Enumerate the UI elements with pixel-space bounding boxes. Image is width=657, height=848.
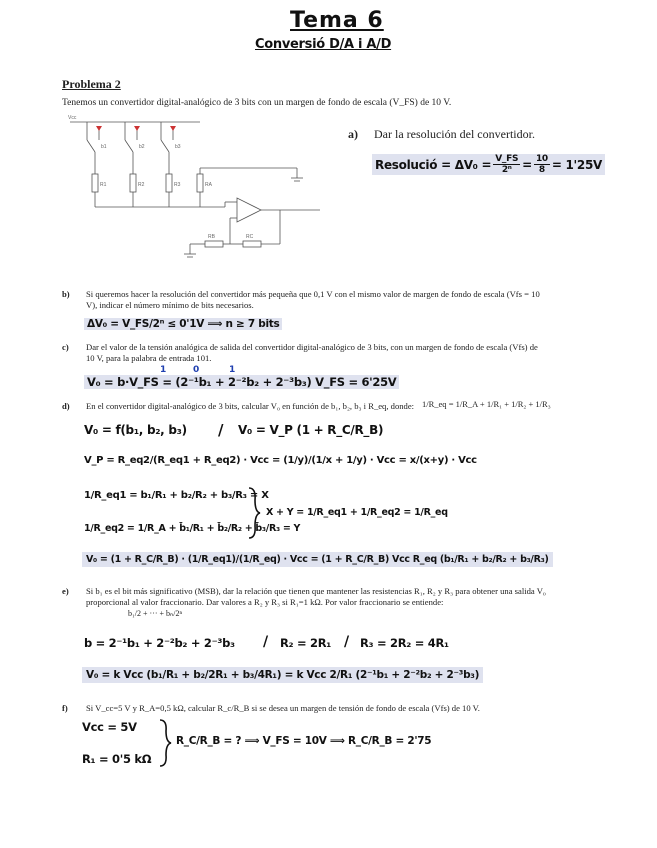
part-a-fraction-den: 2ⁿ [501, 165, 512, 175]
part-f-question: Si V_cc=5 V y R_A=0,5 kΩ, calcular R_c/R_B si se desea un margen de tensión de fondo de escala (Vfs) de 10 V. [86, 703, 480, 713]
part-c-answer: V₀ = b·V_FS = (2⁻¹b₁ + 2⁻²b₂ + 2⁻³b₃) V_FS = 6'25V [84, 375, 399, 389]
dac-circuit-diagram [65, 112, 340, 270]
part-b-answer: ΔV₀ = V_FS/2ⁿ ≤ 0'1V ⟹ n ≥ 7 bits [84, 318, 282, 330]
part-d-label: d) [62, 401, 70, 411]
part-e-r2: R₂ = 2R₁ [280, 636, 332, 650]
circuit-r1-label: R1 [100, 182, 107, 188]
part-a-fraction [493, 154, 520, 175]
part-f-brace [158, 718, 172, 768]
part-a-label: a) [348, 127, 358, 141]
part-d-line2: V_P = R_eq2/(R_eq1 + R_eq2) · Vcc = (1/y)/(1/x + 1/y) · Vcc = x/(x+y) · Vcc [84, 455, 477, 466]
document-title: Tema 6 [290, 8, 384, 33]
part-f-label: f) [62, 703, 68, 713]
circuit-ra-label: RA [205, 182, 212, 188]
part-a-fraction-num: V_FS [495, 154, 519, 164]
part-a-answer-eq: = [522, 157, 532, 172]
circuit-r3-label: R3 [174, 182, 181, 188]
circuit-switch-3-label: b3 [175, 144, 181, 150]
part-e-line2: V₀ = k Vcc (b₁/R₁ + b₂/2R₁ + b₃/4R₁) = k Vcc 2/R₁ (2⁻¹b₁ + 2⁻²b₂ + 2⁻³b₃) [82, 667, 483, 683]
part-c-mark-3: 1 [229, 365, 235, 375]
circuit-switch-1-label: b1 [101, 144, 107, 150]
problem-intro: Tenemos un convertidor digital-analógico de 3 bits con un margen de fondo de escala (V_FS) de 10 V. [62, 98, 452, 108]
document-subtitle: Conversió D/A i A/D [255, 37, 392, 52]
part-d-line4: 1/R_eq2 = 1/R_A + b̄₁/R₁ + b̄₂/R₂ + b̄₃/R₃ = Y [84, 523, 301, 534]
part-d-line1-left: V₀ = f(b₁, b₂, b₃) [84, 423, 187, 437]
part-a-fraction-2-num: 10 [535, 154, 548, 164]
part-e-label: e) [62, 586, 69, 596]
part-d-line5: V₀ = (1 + R_C/R_B) · (1/R_eq1)/(1/R_eq) · Vcc = (1 + R_C/R_B) Vcc R_eq (b₁/R₁ + b₂/R₂ + b₃/R₃) [82, 552, 553, 567]
part-a-fraction-2-den: 8 [538, 165, 545, 175]
part-e-question: Si b₁ es el bit más significativo (MSB), dar la relación que tienen que mantener las resistencias R₁, R₂ y R₃ para obtener una salida V₀ proporcional al valor fraccionario. Dar valores a R₂ y R₃ si R₁=1 kΩ. Por valor fraccionario se entiende: [86, 586, 546, 607]
part-e-sep-1: / [263, 634, 268, 650]
part-d-line3: 1/R_eq1 = b₁/R₁ + b₂/R₂ + b₃/R₃ = X [84, 490, 269, 501]
circuit-switch-2-label: b2 [139, 144, 145, 150]
part-a-fraction-2 [534, 154, 550, 175]
part-b-label: b) [62, 289, 70, 299]
part-f-given-1: Vcc = 5V [82, 720, 137, 734]
part-d-line1-right: V₀ = V_P (1 + R_C/R_B) [238, 423, 384, 437]
part-c-mark-1: 1 [160, 365, 166, 375]
part-a-answer [372, 154, 605, 175]
part-f-answer: R_C/R_B = ? ⟹ V_FS = 10V ⟹ R_C/R_B = 2'75 [176, 735, 432, 747]
part-c-mark-2: 0 [193, 365, 199, 375]
part-d-question: En el convertidor digital-analógico de 3 bits, calcular V₀ en función de b₁, b₂, b₃ i R_eq, donde: [86, 401, 415, 411]
circuit-rc-label: RC [246, 234, 254, 240]
part-a-answer-result: = 1'25V [551, 157, 603, 172]
part-d-formula [422, 399, 551, 409]
part-d-formula-rhs: = 1/R_A + 1/R₁ + 1/R₂ + 1/R₃ [448, 399, 551, 409]
part-e-sep-2: / [344, 634, 349, 650]
part-d-formula-lhs: 1/R_eq [422, 399, 447, 409]
part-c-label: c) [62, 342, 69, 352]
part-f-given-2: R₁ = 0'5 kΩ [82, 752, 152, 766]
part-b-question: Si queremos hacer la resolución del convertidor más pequeña que 0,1 V con el mismo valor de margen de fondo de escala (Vfs = 10 V), indicar el número mínimo de bits necesarios. [86, 289, 540, 310]
part-c-question: Dar el valor de la tensión analógica de salida del convertidor digital-analógico de 3 bits, con un margen de fondo de escala (Vfs) de 10 V, para la palabra de entrada 101. [86, 342, 538, 363]
part-e-line1: b = 2⁻¹b₁ + 2⁻²b₂ + 2⁻³b₃ [84, 636, 235, 650]
part-d-line-side: X + Y = 1/R_eq1 + 1/R_eq2 = 1/R_eq [266, 507, 448, 518]
part-a-question: Dar la resolución del convertidor. [374, 127, 535, 141]
circuit-vcc-label: Vcc [68, 115, 77, 121]
part-e-formula: b₁/2 + ··· + bₙ/2ⁿ [128, 609, 182, 618]
part-a-answer-lhs: Resolució = ΔV₀ = [375, 157, 492, 172]
circuit-rb-label: RB [208, 234, 215, 240]
circuit-r2-label: R2 [138, 182, 145, 188]
part-d-brace [247, 486, 261, 540]
part-d-line1-sep: / [218, 421, 224, 439]
part-e-r3: R₃ = 2R₂ = 4R₁ [360, 636, 449, 650]
problem-heading: Problema 2 [62, 77, 121, 91]
